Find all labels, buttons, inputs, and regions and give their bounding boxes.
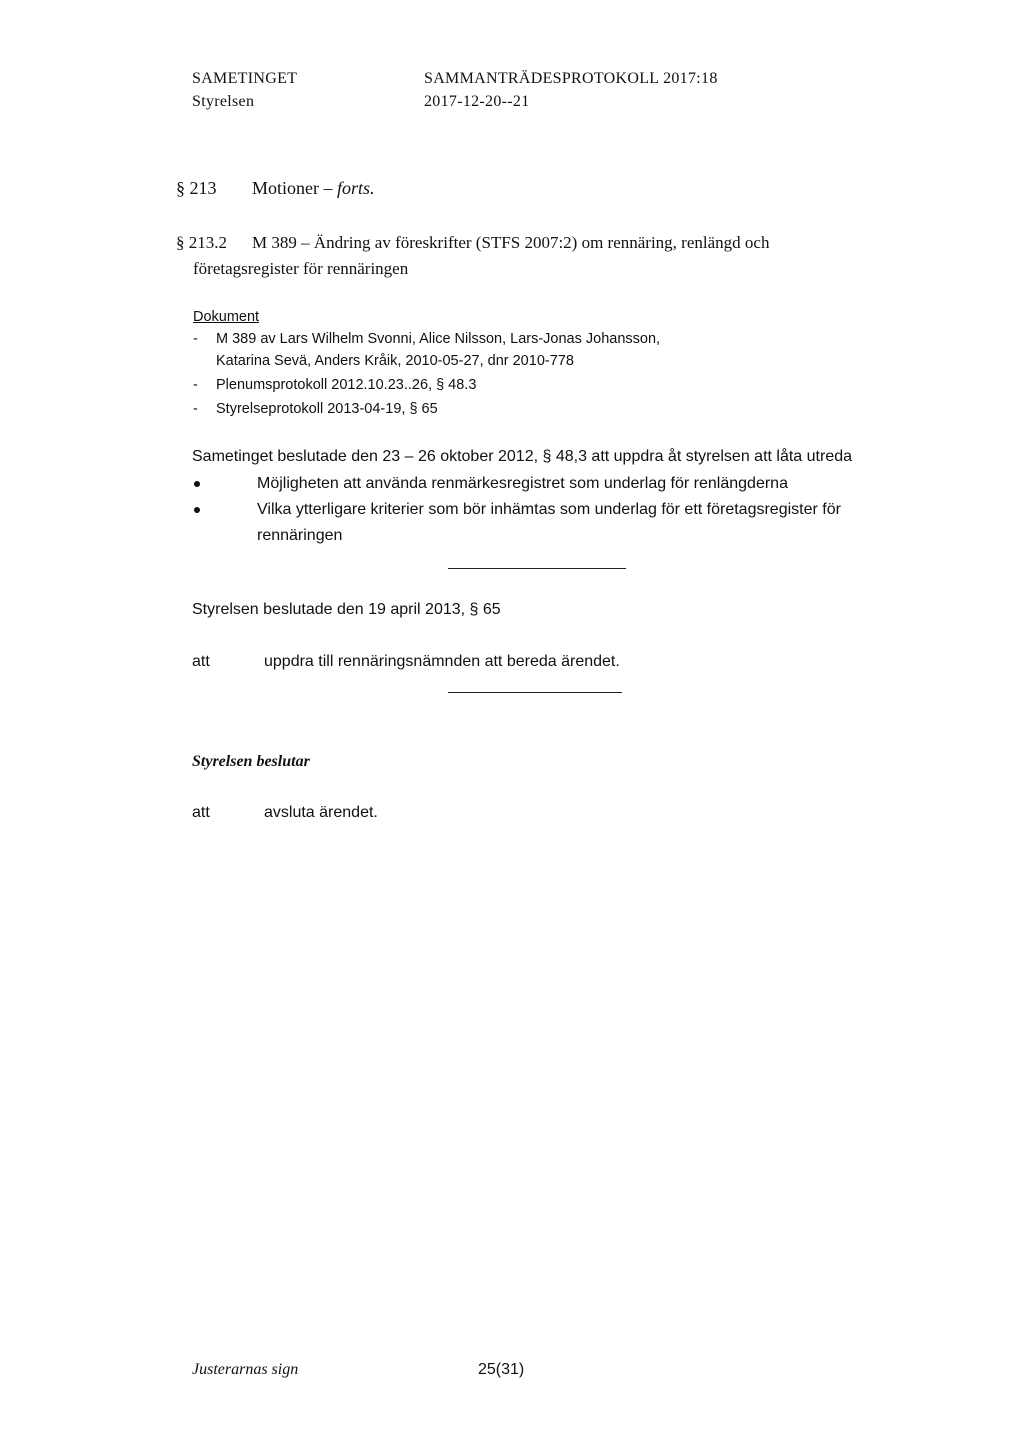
decision3-att: att bbox=[192, 804, 210, 821]
document-dash-3: - bbox=[193, 401, 198, 417]
document-item-1: M 389 av Lars Wilhelm Svonni, Alice Nilsson, Lars-Jonas Johansson, bbox=[216, 331, 661, 347]
protocol-date: 2017-12-20--21 bbox=[424, 93, 530, 110]
document-dash-1: - bbox=[193, 331, 198, 347]
bullet-dot-1 bbox=[194, 481, 200, 487]
footer-sign: Justerarnas sign bbox=[192, 1361, 299, 1378]
footer-page-number: 25(31) bbox=[478, 1361, 525, 1378]
section-title bbox=[252, 178, 375, 199]
document-dash-2: - bbox=[193, 377, 198, 393]
subsection-number: § 213.2 bbox=[176, 233, 227, 252]
separator-rule-1 bbox=[448, 568, 626, 569]
decision3-heading: Styrelsen beslutar bbox=[192, 753, 310, 770]
decision2-text: uppdra till rennäringsnämnden att bereda ärendet. bbox=[264, 653, 620, 670]
document-item-1-cont: Katarina Sevä, Anders Kråik, 2010-05-27, dnr 2010-778 bbox=[216, 353, 574, 369]
body-name: Styrelsen bbox=[192, 93, 255, 110]
documents-heading bbox=[193, 306, 259, 328]
decision3-text: avsluta ärendet. bbox=[264, 804, 378, 821]
bullet-dot-2 bbox=[194, 507, 200, 513]
document-item-3: Styrelseprotokoll 2013-04-19, § 65 bbox=[216, 401, 438, 417]
section-title-suffix: forts. bbox=[337, 178, 375, 198]
decision1-bullet-1: Möjligheten att använda renmärkesregistret som underlag för renlängderna bbox=[257, 475, 788, 492]
subsection-title-line1: M 389 – Ändring av föreskrifter (STFS 2007:2) om rennäring, renlängd och bbox=[252, 233, 770, 252]
section-number: § 213 bbox=[176, 178, 217, 198]
section-title-text: Motioner – bbox=[252, 178, 333, 198]
decision1-bullet-2-cont: rennäringen bbox=[257, 527, 343, 544]
subsection-title-line2: företagsregister för rennäringen bbox=[193, 259, 409, 278]
protocol-number: SAMMANTRÄDESPROTOKOLL 2017:18 bbox=[424, 70, 718, 87]
decision2-intro: Styrelsen beslutade den 19 april 2013, § 65 bbox=[192, 601, 501, 618]
decision2-att: att bbox=[192, 653, 210, 670]
organization-name: SAMETINGET bbox=[192, 70, 298, 87]
decision1-intro: Sametinget beslutade den 23 – 26 oktober 2012, § 48,3 att uppdra åt styrelsen att låta utreda bbox=[192, 448, 853, 465]
documents-heading-text: Dokument bbox=[193, 309, 260, 325]
separator-rule-2 bbox=[448, 692, 622, 693]
document-item-2: Plenumsprotokoll 2012.10.23..26, § 48.3 bbox=[216, 377, 477, 393]
decision1-bullet-2: Vilka ytterligare kriterier som bör inhämtas som underlag för ett företagsregister för bbox=[257, 501, 841, 518]
